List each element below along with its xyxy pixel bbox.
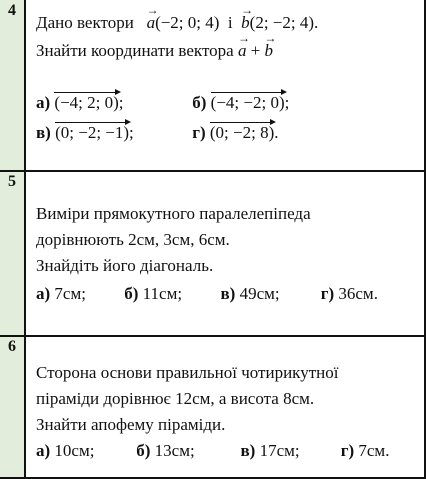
problem-number: 6: [0, 336, 24, 479]
problem-text: [36, 10, 420, 148]
answer-options: [36, 88, 420, 148]
row-divider: [0, 335, 426, 337]
answer-a: а) (−4; 2; 0);: [36, 93, 124, 112]
answer-d: г) (0; −2; 8).: [192, 123, 279, 142]
given-line: Дано вектори → a(−2; 0; 4) і → b(2; −2; 4).: [36, 10, 420, 36]
answer-options: [36, 438, 420, 464]
answer-c: в) 17см;: [240, 441, 300, 460]
problem-text: Виміри прямокутного паралелепіпеда дорівнюють 2см, 3см, 6см. Знайдіть його діагональ. а) 7см; б) 11см; в) 49см; г) 36см.: [36, 201, 420, 307]
problem-text: Сторона основи правильної чотирикутної піраміди дорівнює 12см, а висота 8см. Знайти апофему піраміди. а) 10см; б) 13см; в) 17см; г) 7см.: [36, 360, 420, 464]
problem-row-4: [0, 0, 426, 171]
problem-row-5: [0, 171, 426, 336]
problem-number: 5: [0, 171, 24, 336]
answer-a: а) 10см;: [36, 441, 95, 460]
row-divider: [0, 170, 426, 172]
answer-a: а) 7см;: [36, 284, 86, 303]
column-divider: [24, 0, 26, 479]
answer-c: в) 49см;: [220, 284, 280, 303]
answer-b: б) 13см;: [136, 441, 195, 460]
task-line: Знайти координати вектора → a + → b: [36, 38, 420, 64]
answer-d: г) 7см.: [340, 441, 390, 460]
answer-b: б) (−4; −2; 0);: [192, 93, 290, 112]
answer-options: [36, 281, 420, 307]
problem-number: 4: [0, 0, 24, 171]
answer-c: в) (0; −2; −1);: [36, 123, 134, 142]
vector-a: → a: [147, 10, 156, 36]
problem-row-6: [0, 336, 426, 479]
answer-b: б) 11см;: [124, 284, 183, 303]
vector-b: → b: [241, 10, 250, 36]
answer-d: г) 36см.: [320, 284, 378, 303]
